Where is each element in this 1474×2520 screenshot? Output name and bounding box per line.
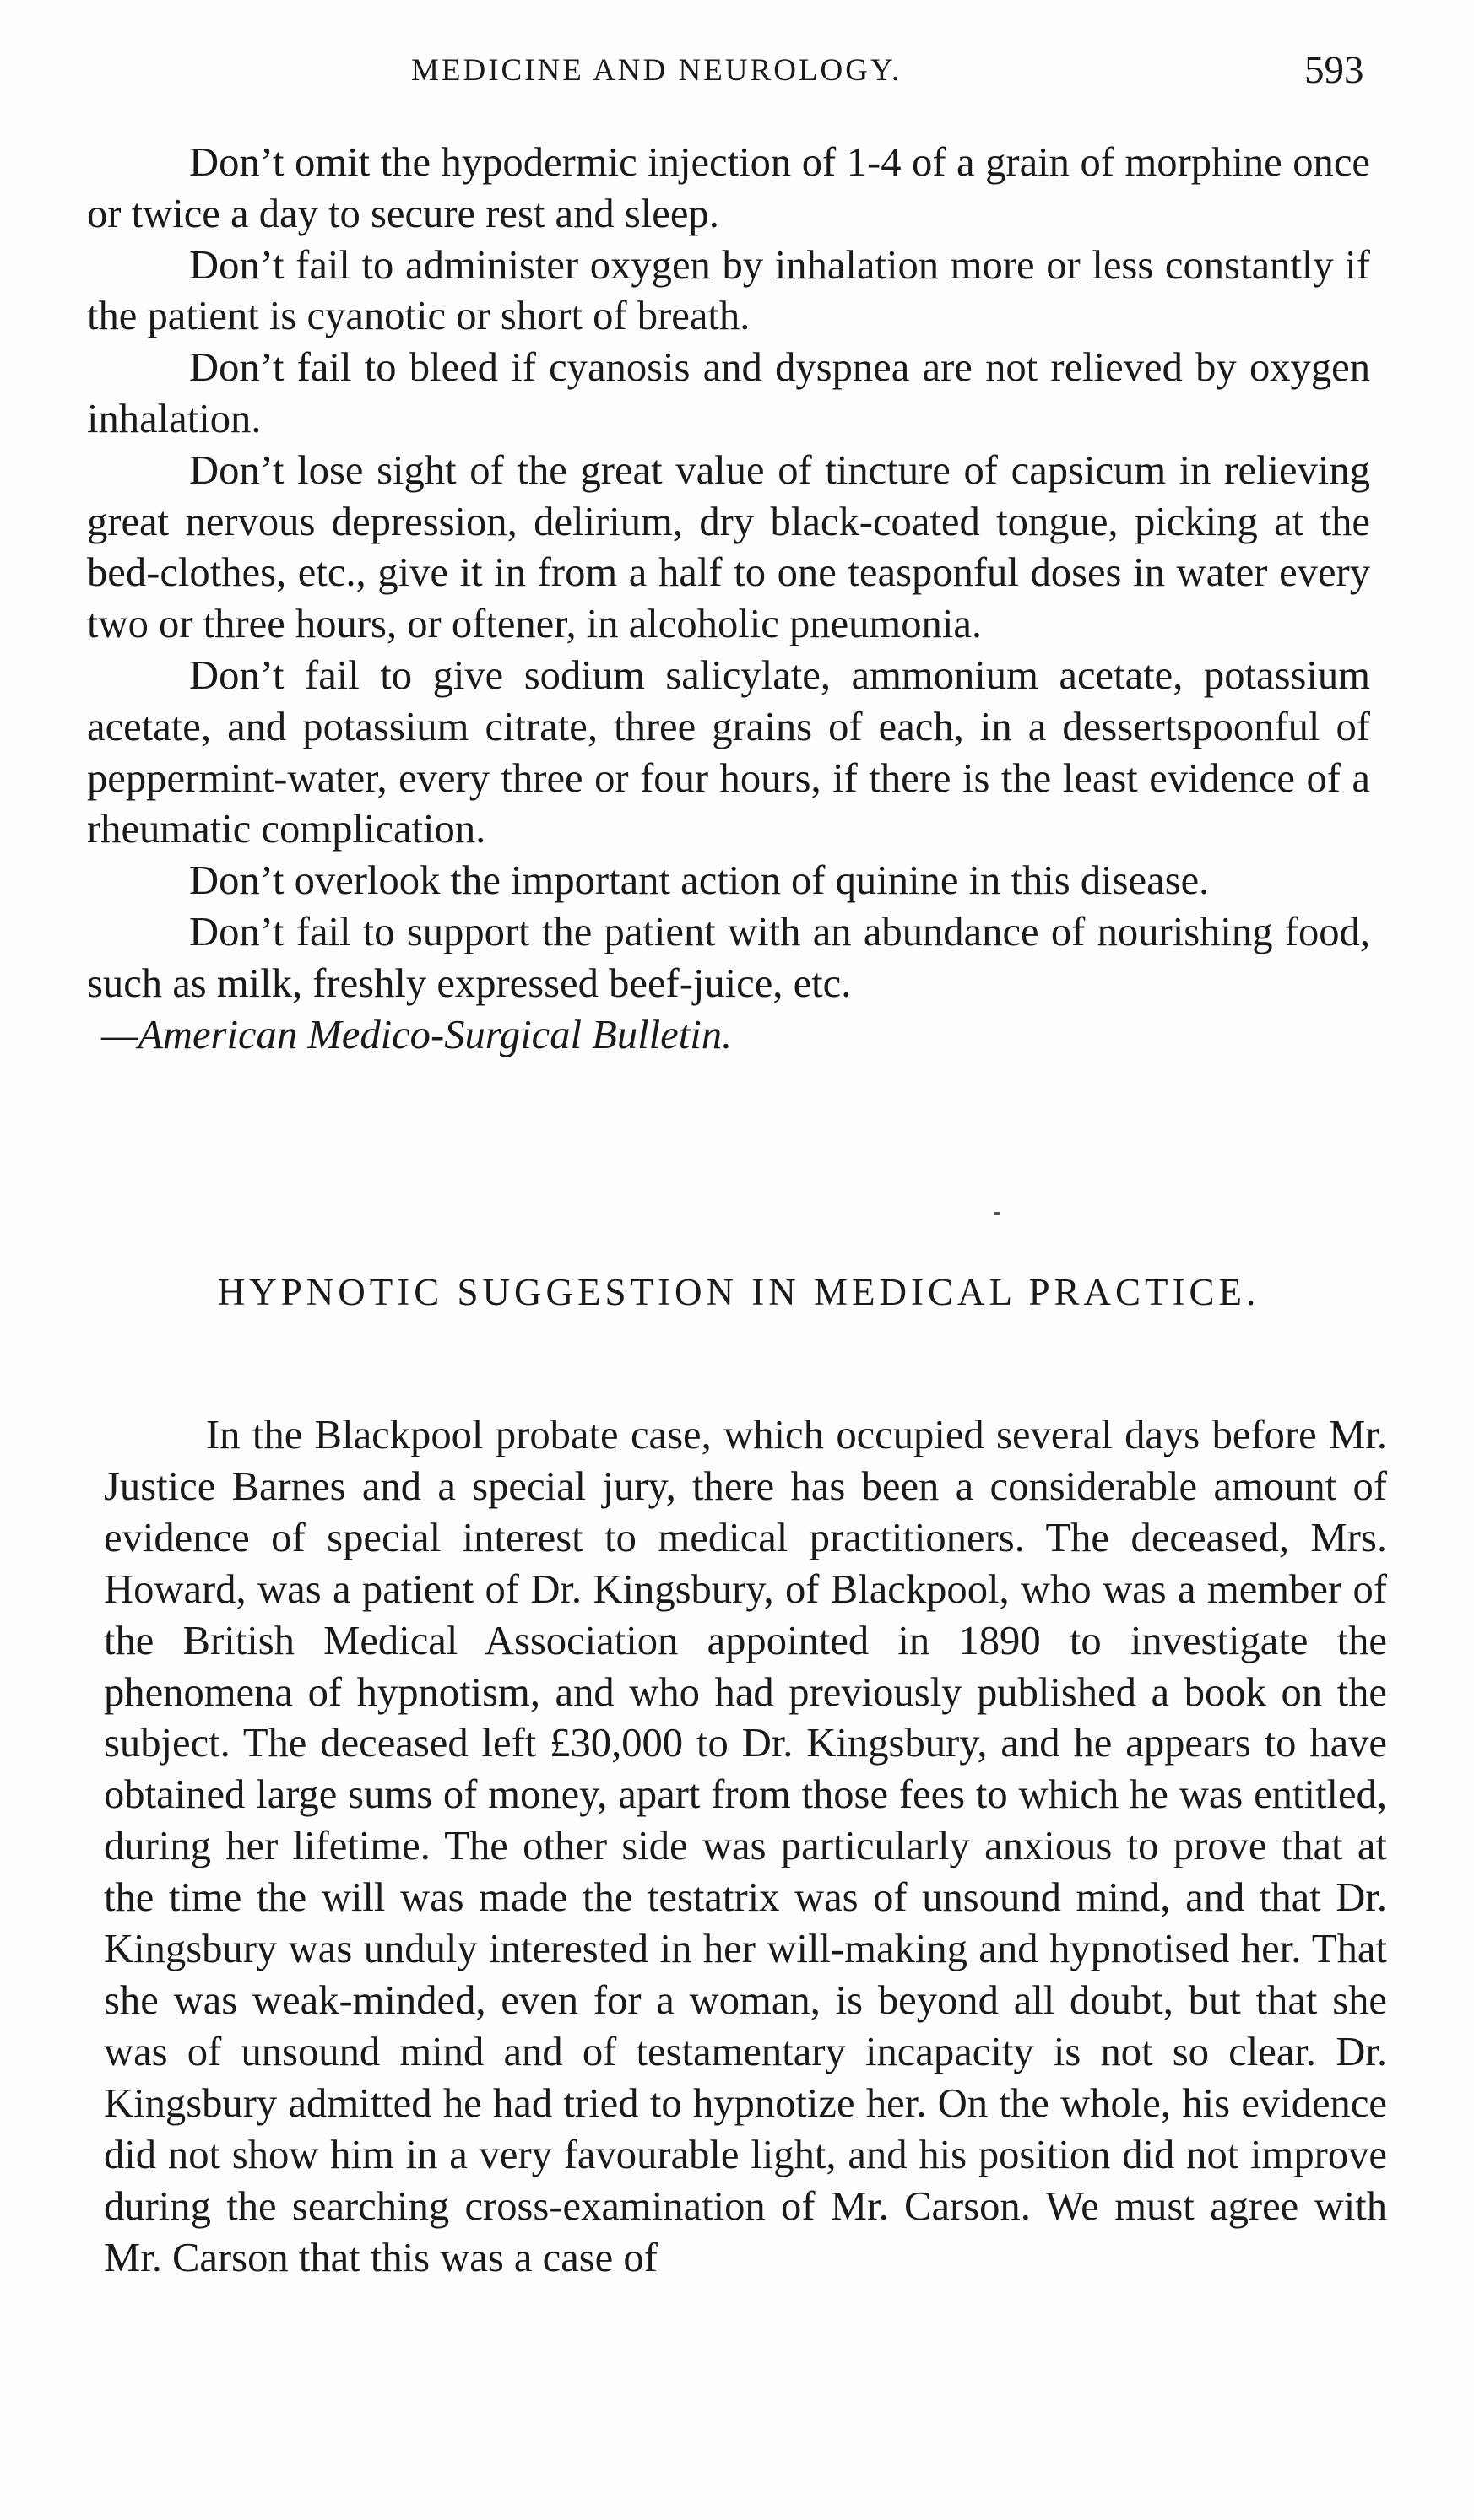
paragraph: Don’t fail to give sodium salicylate, ammonium acetate, potassium acetate, and potassium citrate, three grains of each, in a dessertspoonful of peppermint-water, every three or four hours, if there is the least evidence of a rheumatic complication. <box>87 652 1370 852</box>
paragraph: Don’t fail to support the patient with an abundance of nourishing food, such as milk, freshly expressed beef-juice, etc. <box>87 908 1370 1006</box>
paragraph: Don’t fail to administer oxygen by inhalation more or less constantly if the patient is cyanotic or short of breath. <box>87 241 1370 339</box>
print-speck <box>994 1212 1000 1215</box>
paragraph: Don’t overlook the important action of quinine in this disease. <box>189 857 1210 904</box>
running-head <box>0 48 1474 103</box>
page-number: 593 <box>1304 48 1364 92</box>
paragraph: In the Blackpool probate case, which occupied several days before Mr. Justice Barnes and a special jury, there has been a considerable amount of evidence of special interest to medical practitioners. The deceased, Mrs. Howard, was a patient of Dr. Kingsbury, of Blackpool, who was a member of the British Medical Association appointed in 1890 to investigate the phenomena of hypnotism, and who had previously published a book on the subject. The deceased left £30,000 to Dr. Kingsbury, and he appears to have obtained large sums of money, apart from those fees to which he was entitled, during her lifetime. The other side was particularly anxious to prove that at the time the will was made the testatrix was of unsound mind, and that Dr. Kingsbury was unduly interested in her will-making and hypnotised her. That she was weak-minded, even for a woman, is beyond all doubt, but that she was of unsound mind and of testamentary incapacity is not so clear. Dr. Kingsbury admitted he had tried to hypnotize her. On the whole, his evidence did not show him in a very favourable light, and his position did not improve during the searching cross-examination of Mr. Carson. We must agree with Mr. Carson that this was a case of <box>104 1412 1387 2280</box>
source-attribution: —American Medico-Surgical Bulletin. <box>101 1011 733 1057</box>
paragraph: Don’t lose sight of the great value of tincture of capsicum in relieving great nervous depression, delirium, dry black-coated tongue, picking at the bed-clothes, etc., give it in from a half to one teasponful doses in water every two or three hours, or oftener, in alcoholic pneumonia. <box>87 446 1370 647</box>
running-title: MEDICINE AND NEUROLOGY. <box>411 53 902 88</box>
first-article-body <box>87 137 1370 1060</box>
paragraph: Don’t fail to bleed if cyanosis and dyspnea are not relieved by oxygen inhalation. <box>87 344 1370 441</box>
section-heading: HYPNOTIC SUGGESTION IN MEDICAL PRACTICE. <box>217 1271 1260 1313</box>
second-article-body <box>104 1409 1387 2283</box>
paragraph: Don’t omit the hypodermic injection of 1-4 of a grain of morphine once or twice a day to secure rest and sleep. <box>87 139 1370 236</box>
